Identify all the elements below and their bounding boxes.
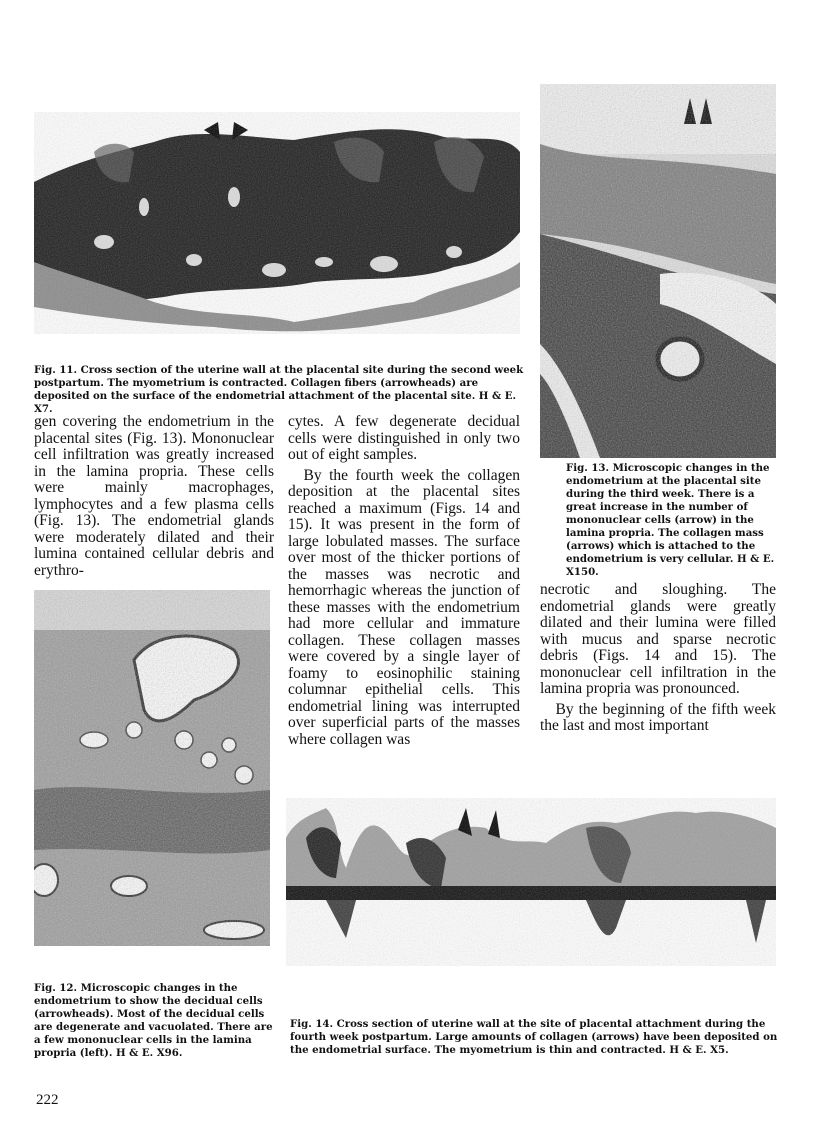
body-paragraph: necrotic and sloughing. The endometrial glands were greatly dilated and their lumina were filled with mucus and sparse necrotic debris (Figs. 14 and 15). The mononuclear cell infiltration in the lamina propria was pronounced. [540,581,776,697]
body-paragraph: By the beginning of the fifth week the last and most important [540,700,776,734]
body-column-2 [288,414,520,748]
figure-13-caption: Fig. 13. Microscopic changes in the endometrium at the placental site during the third week. There is a great increase in the number of mononuclear cells (arrow) in the lamina propria. The collagen mass (arrows) which is attached to the endometrium is very cellular. H & E. X150. [566,462,775,578]
figure-14-image [286,798,776,966]
figure-11-image [34,112,520,334]
body-paragraph: gen covering the endometrium in the placental sites (Fig. 13). Mononuclear cell infiltration was greatly increased in the lamina propria. These cells were mainly macrophages, lymphocytes and a few plasma cells (Fig. 13). The endometrial glands were moderately dilated and their lumina contained cellular debris and erythro- [34,413,274,579]
body-paragraph: cytes. A few degenerate decidual cells were distinguished in only two out of eight samples. [288,413,520,463]
body-paragraph: By the fourth week the collagen deposition at the placental sites reached a maximum (Figs. 14 and 15). It was present in the form of large lobulated masses. The surface over most of the thicker portions of the masses was necrotic and hemorrhagic whereas the junction of these masses with the endometrium had more cellular and immature collagen. These collagen masses were covered by a single layer of foamy to eosinophilic staining columnar epithelial cells. This endometrial lining was interrupted over superficial parts of the masses where collagen was [288,466,520,748]
figure-13-image [540,84,776,458]
figure-12-caption: Fig. 12. Microscopic changes in the endometrium to show the decidual cells (arrowheads). Most of the decidual cells are degenerate and vacuolated. There are a few mononuclear cells in the lamina propria (left). H & E. X96. [34,982,273,1059]
figure-14-caption: Fig. 14. Cross section of uterine wall at the site of placental attachment during the fourth week postpartum. Large amounts of collagen (arrows) have been deposited on the endometrial surface. The myometrium is thin and contracted. H & E. X5. [290,1018,778,1056]
page-number: 222 [36,1092,59,1108]
body-column-1 [34,414,274,579]
body-column-3 [540,582,776,735]
figure-11-caption: Fig. 11. Cross section of the uterine wall at the placental site during the second week postpartum. The myometrium is contracted. Collagen fibers (arrowheads) are deposited on the surface of the endometrial attachment of the placental site. H & E. X7. [34,364,524,415]
figure-12-image [34,590,270,946]
